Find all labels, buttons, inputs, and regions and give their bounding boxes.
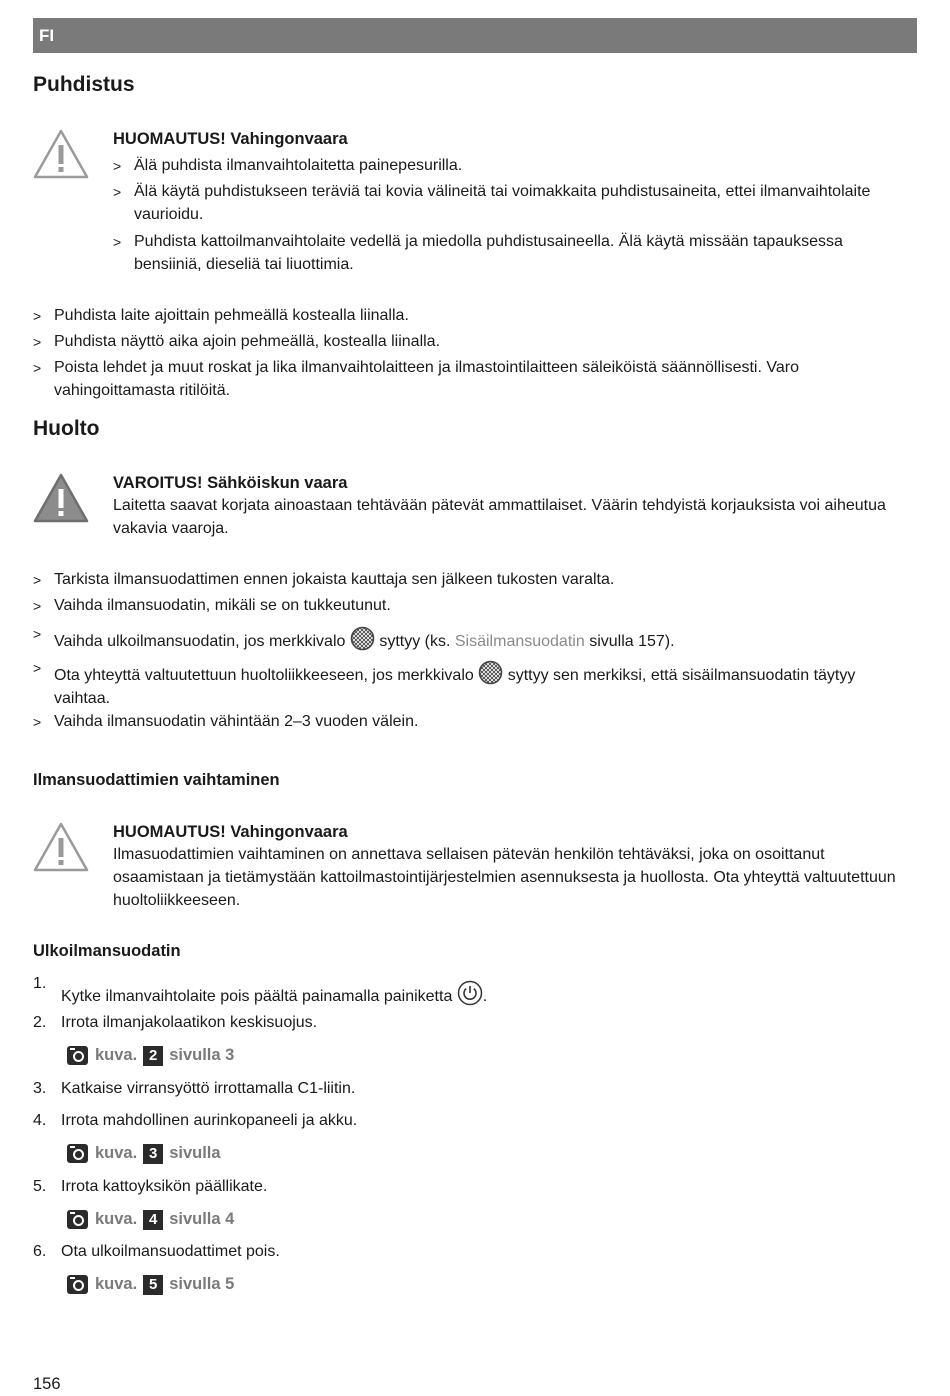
subsection-title-filters: Ilmansuodattimien vaihtaminen xyxy=(33,771,280,789)
list-item: > Ota yhteyttä valtuutettuun huoltoliikkeeseen, jos merkkivalo syttyy sen merkiksi, että sisäilmansuodatin täytyy vaihtaa. xyxy=(33,660,913,710)
caution-triangle-icon xyxy=(32,128,90,180)
step-text: Irrota ilmanjakolaatikon keskisuojus. xyxy=(61,1014,318,1031)
list-item: > Poista lehdet ja muut roskat ja lika ilmanvaihtolaitteen ja ilmastointilaitteen säleiköistä säännöllisesti. Varo vahingoittamasta ritilöitä. xyxy=(33,356,913,402)
step-item xyxy=(33,972,913,1008)
list-item: > Vaihda ilmansuodatin, mikäli se on tukkeutunut. xyxy=(33,594,913,617)
step-text: Kytke ilmanvaihtolaite pois päältä painamalla painiketta . xyxy=(61,972,913,1008)
list-item-text: Vaihda ulkoilmansuodatin, jos merkkivalo syttyy (ks. Sisäilmansuodatin sivulla 157). xyxy=(54,626,913,653)
list-item-text: Älä käytä puhdistukseen teräviä tai kovia välineitä tai voimakkaita puhdistusaineita, ettei ilmanvaihtolaite vaurioidu. xyxy=(134,183,871,223)
cross-reference-link[interactable]: Sisäilmansuodatin xyxy=(454,633,585,650)
step-text: Ota ulkoilmansuodattimet pois. xyxy=(61,1243,280,1260)
section-title-service: Huolto xyxy=(33,417,100,440)
notice-title: HUOMAUTUS! Vahingonvaara xyxy=(113,823,348,841)
step-item xyxy=(33,1011,913,1034)
step-text: Irrota kattoyksikön päällikate. xyxy=(61,1178,268,1195)
language-code: FI xyxy=(39,26,55,45)
notice-title: HUOMAUTUS! Vahingonvaara xyxy=(113,130,348,148)
list-item-text: Ota yhteyttä valtuutettuun huoltoliikkeeseen, jos merkkivalo syttyy sen merkiksi, että sisäilmansuodatin täytyy vaihtaa. xyxy=(54,660,913,710)
step-item xyxy=(33,1240,913,1263)
warning-triangle-icon xyxy=(32,472,90,524)
list-item-text: Puhdista näyttö aika ajoin pehmeällä, kostealla liinalla. xyxy=(54,333,441,350)
list-item: > Puhdista laite ajoittain pehmeällä kostealla liinalla. xyxy=(33,304,913,327)
figure-number: 5 xyxy=(143,1275,163,1295)
list-item: > Älä käytä puhdistukseen teräviä tai kovia välineitä tai voimakkaita puhdistusaineita, ettei ilmanvaihtolaite vaurioidu. xyxy=(113,180,913,226)
step-number: 5. xyxy=(33,1178,47,1195)
list-item-text: Puhdista laite ajoittain pehmeällä kostealla liinalla. xyxy=(54,307,409,324)
step-number: 6. xyxy=(33,1243,47,1260)
camera-icon xyxy=(67,1144,88,1163)
list-item-text: Älä puhdista ilmanvaihtolaitetta painepesurilla. xyxy=(134,157,463,174)
filter-indicator-icon xyxy=(478,660,503,685)
figure-number: 2 xyxy=(143,1046,163,1066)
list-item-text: Tarkista ilmansuodattimen ennen jokaista kauttaja sen jälkeen tukosten varalta. xyxy=(54,571,615,588)
list-item: > Puhdista kattoilmanvaihtolaite vedellä ja miedolla puhdistusaineella. Älä käytä missään tapauksessa bensiiniä, dieseliä tai liuottimia. xyxy=(113,230,913,276)
list-item: > Vaihda ilmansuodatin vähintään 2–3 vuoden välein. xyxy=(33,710,913,733)
page-number: 156 xyxy=(33,1375,61,1393)
list-item: > Puhdista näyttö aika ajoin pehmeällä, kostealla liinalla. xyxy=(33,330,913,353)
list-item: > Tarkista ilmansuodattimen ennen jokaista kauttaja sen jälkeen tukosten varalta. xyxy=(33,568,913,591)
step-number: 1. xyxy=(33,975,47,992)
step-text: Irrota mahdollinen aurinkopaneeli ja akku. xyxy=(61,1112,358,1129)
warning-title: VAROITUS! Sähköiskun vaara xyxy=(113,474,348,492)
caution-triangle-icon xyxy=(32,821,90,873)
section-title-cleaning: Puhdistus xyxy=(33,73,135,96)
power-button-icon xyxy=(457,980,483,1006)
list-item: > Älä puhdista ilmanvaihtolaitetta painepesurilla. xyxy=(113,154,913,177)
subsection-title-outdoor-filter: Ulkoilmansuodatin xyxy=(33,942,181,960)
camera-icon xyxy=(67,1275,88,1294)
step-item xyxy=(33,1077,913,1100)
list-item-text: Poista lehdet ja muut roskat ja lika ilmanvaihtolaitteen ja ilmastointilaitteen säleiköistä säännöllisesti. Varo vahingoittamasta ritilöitä. xyxy=(54,359,799,399)
notice-text: Ilmasuodattimien vaihtaminen on annettava sellaisen pätevän henkilön tehtäväksi, joka on osoittanut osaamistaan ja tietämystään kattoilmastointijärjestelmien asennuksesta ja huollosta. Ota yhteyttä valtuutettuun huoltoliikkeeseen. xyxy=(113,846,896,909)
list-item-text: Vaihda ilmansuodatin, mikäli se on tukkeutunut. xyxy=(54,597,391,614)
figure-reference[interactable]: kuva. 5 sivulla 5 xyxy=(67,1273,234,1296)
filter-indicator-icon xyxy=(350,626,375,651)
list-item: > Vaihda ulkoilmansuodatin, jos merkkivalo syttyy (ks. Sisäilmansuodatin sivulla 157). xyxy=(33,626,913,653)
step-number: 4. xyxy=(33,1112,47,1129)
step-item xyxy=(33,1175,913,1198)
figure-number: 4 xyxy=(143,1210,163,1230)
figure-reference[interactable]: kuva. 2 sivulla 3 xyxy=(67,1044,234,1067)
step-number: 2. xyxy=(33,1014,47,1031)
step-item xyxy=(33,1109,913,1132)
warning-text: Laitetta saavat korjata ainoastaan tehtävään pätevät ammattilaiset. Väärin tehdyistä korjauksista voi aiheutua vakavia vaaroja. xyxy=(113,497,886,537)
step-number: 3. xyxy=(33,1080,47,1097)
list-item-text: Puhdista kattoilmanvaihtolaite vedellä ja miedolla puhdistusaineella. Älä käytä missään tapauksessa bensiiniä, dieseliä tai liuottimia. xyxy=(134,233,843,273)
figure-reference[interactable]: kuva. 4 sivulla 4 xyxy=(67,1208,234,1231)
figure-number: 3 xyxy=(143,1144,163,1164)
camera-icon xyxy=(67,1210,88,1229)
camera-icon xyxy=(67,1046,88,1065)
list-item-text: Vaihda ilmansuodatin vähintään 2–3 vuoden välein. xyxy=(54,713,419,730)
language-bar xyxy=(33,18,917,53)
step-text: Katkaise virransyöttö irrottamalla C1-liitin. xyxy=(61,1080,356,1097)
figure-reference[interactable]: kuva. 3 sivulla xyxy=(67,1142,221,1165)
